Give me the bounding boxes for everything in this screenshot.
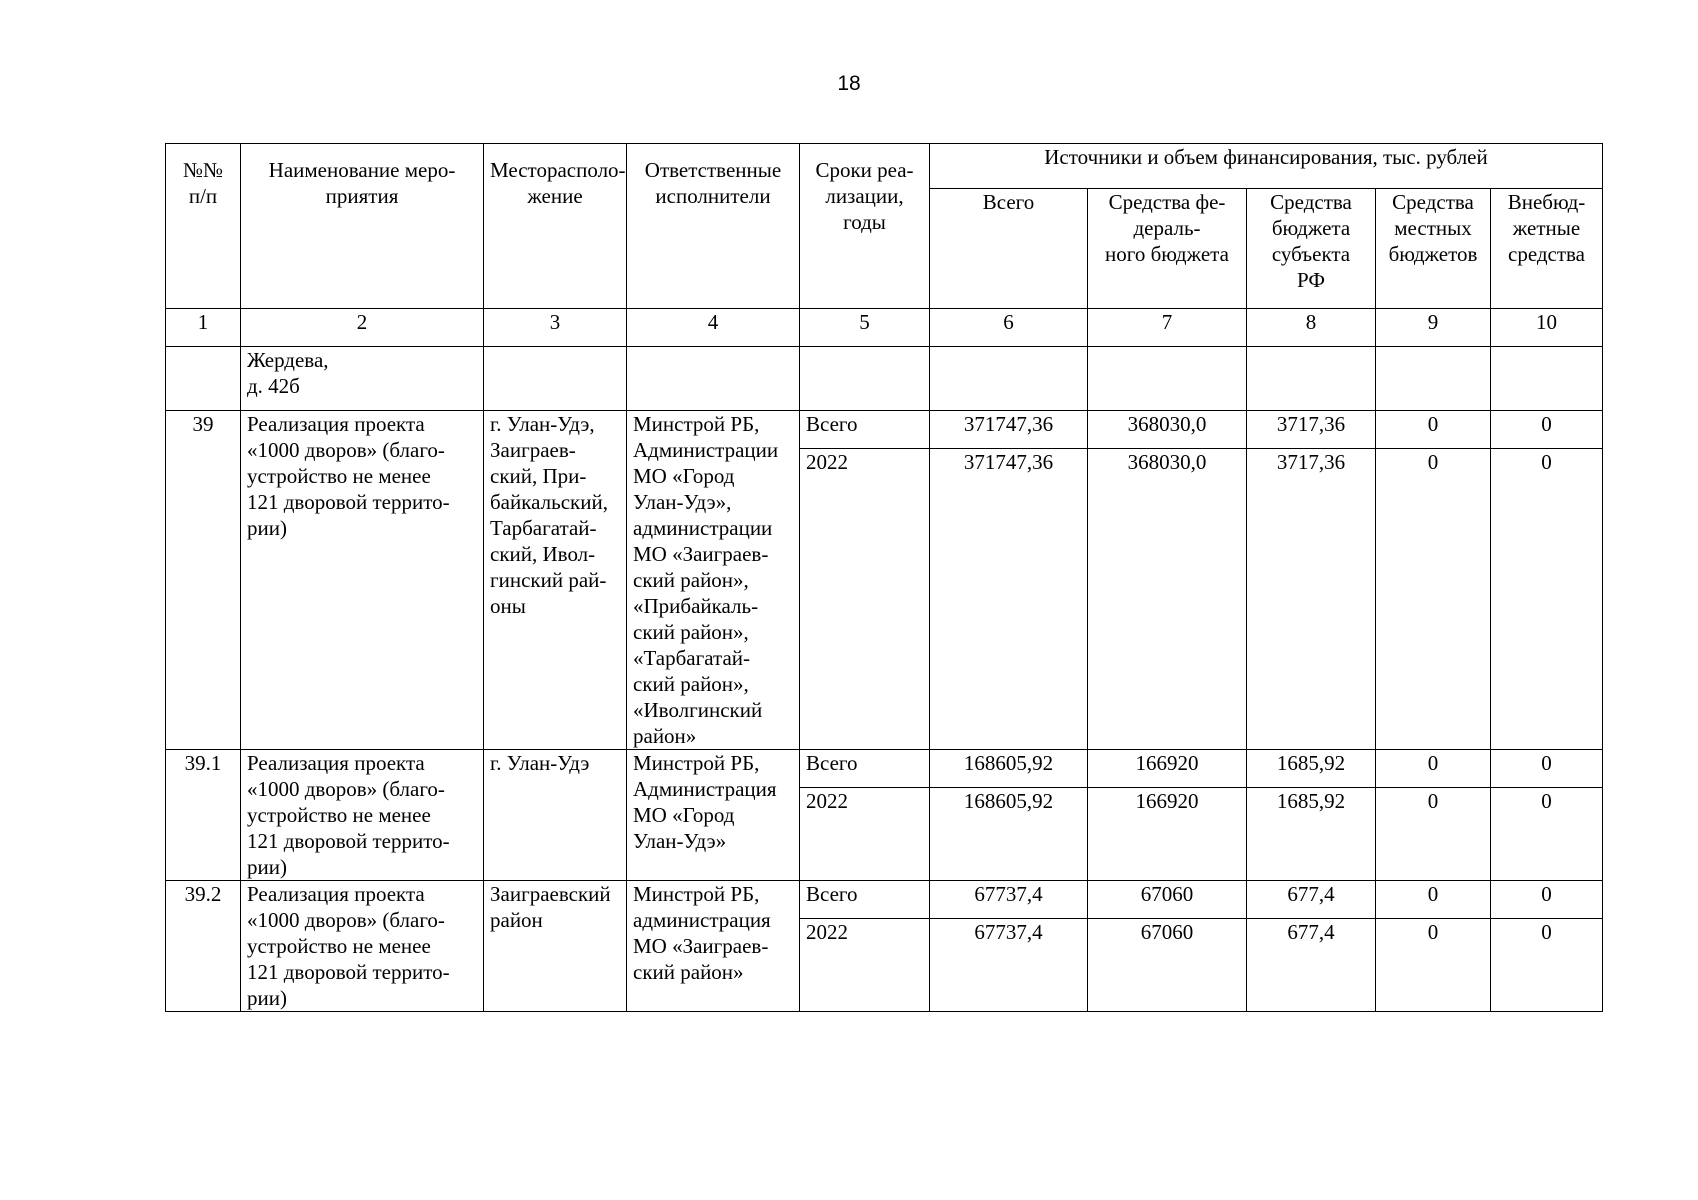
table-cell — [484, 347, 627, 411]
table-row — [166, 411, 1603, 449]
row-federal: 166920 — [1088, 750, 1247, 788]
row-regional: 677,4 — [1247, 919, 1376, 1012]
column-number: 10 — [1491, 309, 1603, 347]
continuation-name: Жердева, д. 42б — [241, 347, 484, 411]
row-num: 39.1 — [166, 750, 241, 881]
row-extra: 0 — [1491, 411, 1603, 449]
row-regional: 1685,92 — [1247, 750, 1376, 788]
table-cell — [1088, 347, 1247, 411]
row-term: 2022 — [800, 788, 930, 881]
row-name: Реализация проекта «1000 дворов» (благо- устройство не менее 121 дворовой террито- рии) — [241, 750, 484, 881]
column-number: 7 — [1088, 309, 1247, 347]
row-executors: Минстрой РБ, Администрация МО «Город Улан-Удэ» — [627, 750, 800, 881]
table-row — [166, 881, 1603, 919]
row-num: 39.2 — [166, 881, 241, 1012]
continuation-row — [166, 347, 1603, 411]
column-number: 9 — [1376, 309, 1491, 347]
column-number: 6 — [930, 309, 1088, 347]
header-num: №№ п/п — [166, 144, 241, 309]
row-local: 0 — [1376, 919, 1491, 1012]
row-local: 0 — [1376, 788, 1491, 881]
table-row — [166, 750, 1603, 788]
row-extra: 0 — [1491, 750, 1603, 788]
row-extra: 0 — [1491, 788, 1603, 881]
row-local: 0 — [1376, 449, 1491, 750]
table-cell — [166, 347, 241, 411]
row-federal: 67060 — [1088, 919, 1247, 1012]
header-terms: Сроки реа- лизации, годы — [800, 144, 930, 309]
row-local: 0 — [1376, 750, 1491, 788]
row-federal: 368030,0 — [1088, 449, 1247, 750]
row-name: Реализация проекта «1000 дворов» (благо- устройство не менее 121 дворовой террито- рии) — [241, 881, 484, 1012]
row-federal: 166920 — [1088, 788, 1247, 881]
column-number: 4 — [627, 309, 800, 347]
page-number: 18 — [837, 72, 861, 95]
table-cell — [1376, 347, 1491, 411]
row-regional: 3717,36 — [1247, 411, 1376, 449]
header-regional: Средства бюджета субъекта РФ — [1247, 189, 1376, 309]
header-extrabudget: Внебюд- жетные средства — [1491, 189, 1603, 309]
header-executors: Ответственные исполнители — [627, 144, 800, 309]
funding-table — [165, 143, 1603, 1012]
row-name: Реализация проекта «1000 дворов» (благо- устройство не менее 121 дворовой террито- рии) — [241, 411, 484, 750]
row-total: 168605,92 — [930, 750, 1088, 788]
header-total: Всего — [930, 189, 1088, 309]
column-number: 1 — [166, 309, 241, 347]
row-extra: 0 — [1491, 449, 1603, 750]
header-location: Месторасполо- жение — [484, 144, 627, 309]
row-total: 168605,92 — [930, 788, 1088, 881]
column-number: 8 — [1247, 309, 1376, 347]
row-federal: 67060 — [1088, 881, 1247, 919]
column-number: 5 — [800, 309, 930, 347]
table-cell — [627, 347, 800, 411]
header-row — [166, 144, 1603, 189]
row-term: Всего — [800, 881, 930, 919]
header-funding: Источники и объем финансирования, тыс. рублей — [930, 144, 1603, 189]
header-local: Средства местных бюджетов — [1376, 189, 1491, 309]
header-federal: Средства фе- дераль- ного бюджета — [1088, 189, 1247, 309]
table-cell — [930, 347, 1088, 411]
row-local: 0 — [1376, 881, 1491, 919]
row-term: Всего — [800, 750, 930, 788]
column-number: 2 — [241, 309, 484, 347]
header-name: Наименование меро- приятия — [241, 144, 484, 309]
column-numbers-row — [166, 309, 1603, 347]
table-cell — [1247, 347, 1376, 411]
table-cell — [1491, 347, 1603, 411]
row-total: 67737,4 — [930, 881, 1088, 919]
row-extra: 0 — [1491, 919, 1603, 1012]
row-regional: 677,4 — [1247, 881, 1376, 919]
row-local: 0 — [1376, 411, 1491, 449]
row-executors: Минстрой РБ, администрация МО «Заиграев- ский район» — [627, 881, 800, 1012]
row-num: 39 — [166, 411, 241, 750]
row-location: Заиграевский район — [484, 881, 627, 1012]
row-total: 371747,36 — [930, 449, 1088, 750]
column-number: 3 — [484, 309, 627, 347]
row-regional: 1685,92 — [1247, 788, 1376, 881]
row-term: 2022 — [800, 919, 930, 1012]
row-executors: Минстрой РБ, Администрации МО «Город Улан-Удэ», администрации МО «Заиграев- ский район», «Прибайкаль- ский район», «Тарбагатай- ский район», «Иволгинский район» — [627, 411, 800, 750]
row-location: г. Улан-Удэ, Заиграев- ский, При- байкальский, Тарбагатай- ский, Ивол- гинский рай- оны — [484, 411, 627, 750]
row-term: Всего — [800, 411, 930, 449]
row-total: 371747,36 — [930, 411, 1088, 449]
row-extra: 0 — [1491, 881, 1603, 919]
row-location: г. Улан-Удэ — [484, 750, 627, 881]
row-term: 2022 — [800, 449, 930, 750]
row-regional: 3717,36 — [1247, 449, 1376, 750]
row-total: 67737,4 — [930, 919, 1088, 1012]
table-cell — [800, 347, 930, 411]
row-federal: 368030,0 — [1088, 411, 1247, 449]
